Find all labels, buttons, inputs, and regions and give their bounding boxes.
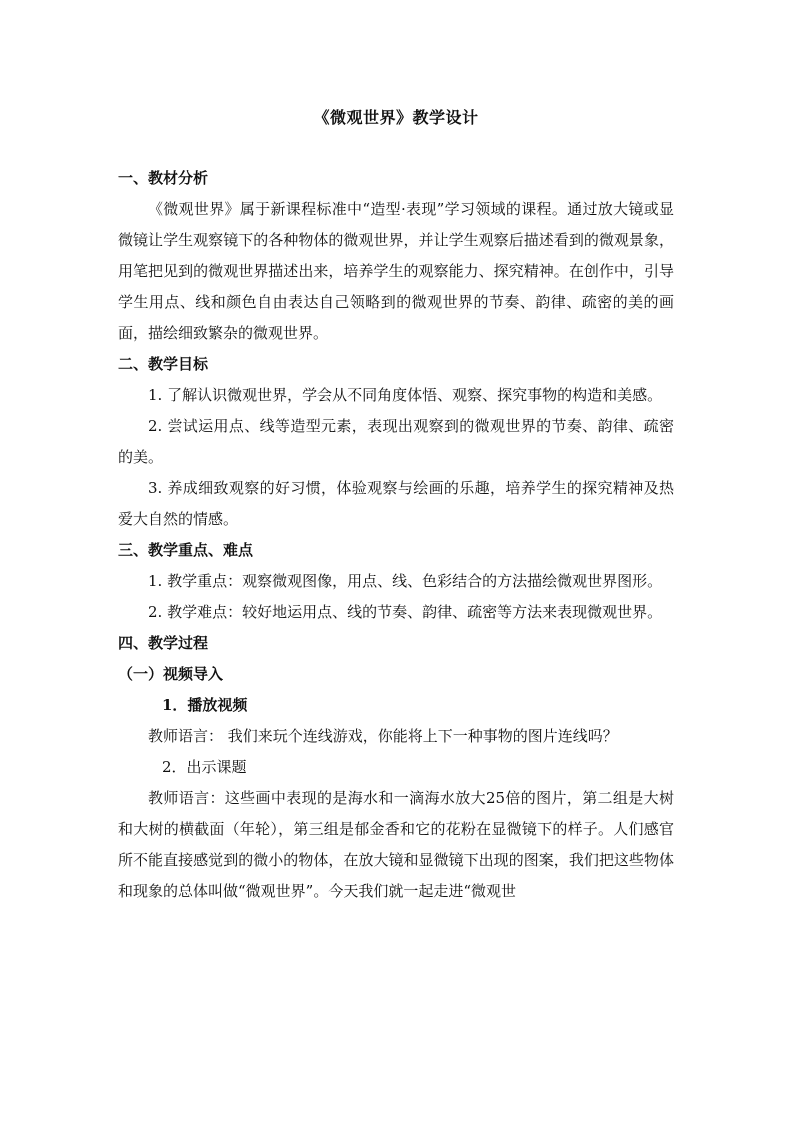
section-heading-process: 四、教学过程 — [118, 634, 209, 652]
objective-item-3: 3. 养成细致观察的好习惯，体验观察与绘画的乐趣，培养学生的探究精神及热爱大自然的情感。 — [118, 479, 674, 528]
document-body — [118, 104, 674, 907]
step-heading-play-video: 1．播放视频 — [162, 696, 248, 714]
step-heading-show-topic: 2．出示课题 — [162, 758, 247, 776]
objective-item-1: 1. 了解认识微观世界，学会从不同角度体悟、观察、探究事物的构造和美感。 — [148, 386, 663, 404]
key-point-item-2: 2. 教学难点：较好地运用点、线的节奏、韵律、疏密等方法来表现微观世界。 — [148, 603, 663, 621]
analysis-paragraph: 《微观世界》属于新课程标准中“造型·表现”学习领域的课程。通过放大镜或显微镜让学生观察镜下的各种物体的微观世界，并让学生观察后描述看到的微观景象，用笔把见到的微观世界描述出来，培养学生的观察能力、探究精神。在创作中，引导学生用点、线和颜色自由表达自己领略到的微观世界的节奏、韵律、疏密的美的画面，描绘细致繁杂的微观世界。 — [118, 200, 674, 342]
key-point-item-1: 1. 教学重点：观察微观图像，用点、线、色彩结合的方法描绘微观世界图形。 — [148, 572, 663, 590]
step-text-play-video: 教师语言： 我们来玩个连线游戏，你能将上下一种事物的图片连线吗？ — [148, 727, 618, 745]
objective-item-2: 2. 尝试运用点、线等造型元素，表现出观察到的微观世界的节奏、韵律、疏密的美。 — [118, 417, 674, 466]
section-heading-key-points: 三、教学重点、难点 — [118, 541, 254, 559]
document-title: 《微观世界》教学设计 — [313, 108, 479, 127]
step-text-show-topic: 教师语言：这些画中表现的是海水和一滴海水放大25倍的图片，第二组是大树和大树的横截面（年轮），第三组是郁金香和它的花粉在显微镜下的样子。人们感官所不能直接感觉到的微小的物体，在放大镜和显微镜下出现的图案，我们把这些物体和现象的总体叫做“微观世界”。今天我们就一起走进“微观世 — [118, 789, 674, 900]
section-heading-analysis: 一、教材分析 — [118, 169, 209, 187]
section-heading-objectives: 二、教学目标 — [118, 355, 209, 373]
subsection-heading-video-intro: （一）视频导入 — [118, 665, 224, 683]
